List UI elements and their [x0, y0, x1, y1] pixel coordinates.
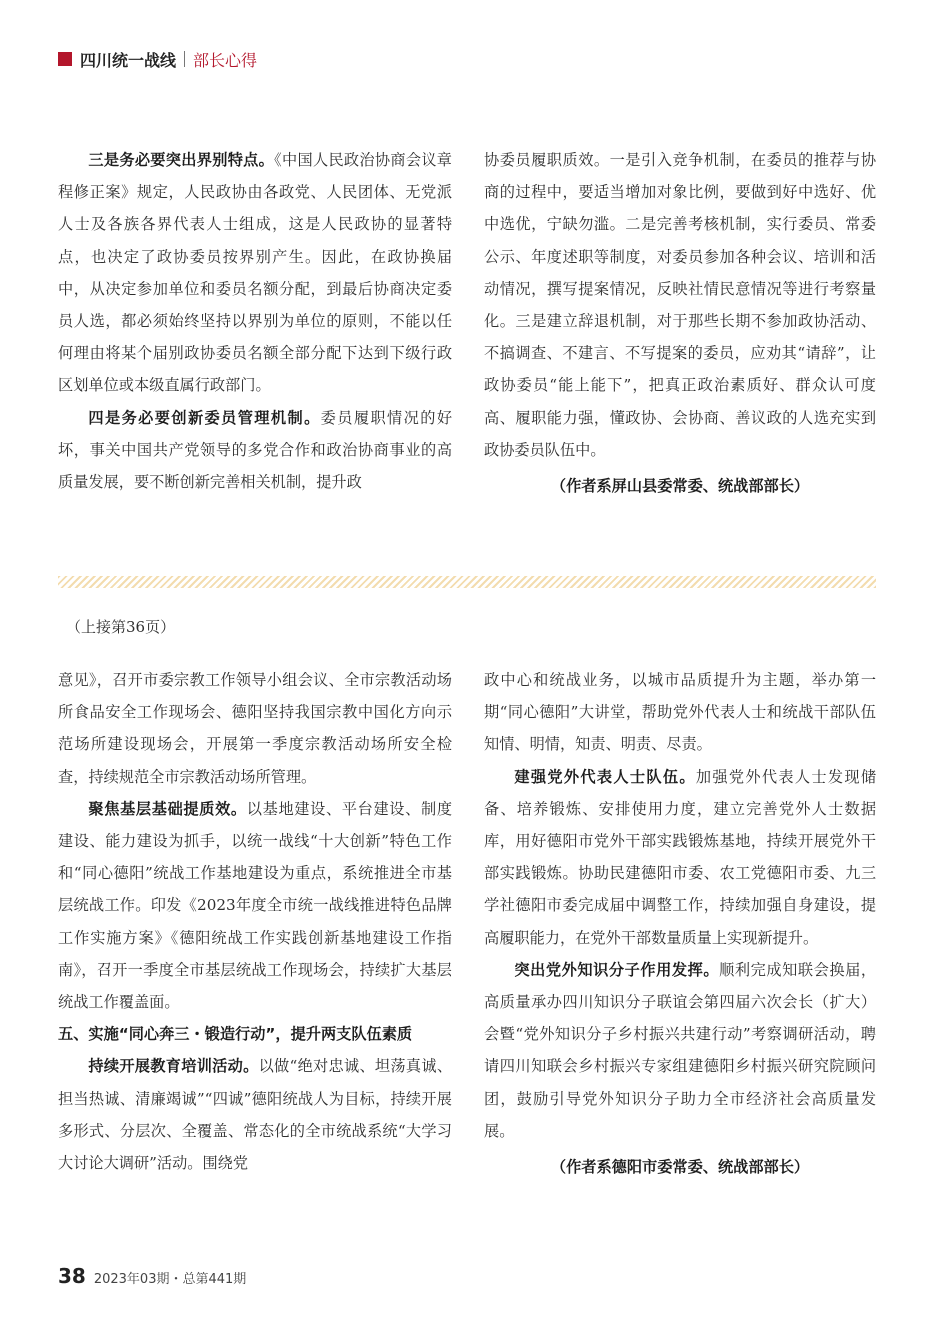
paragraph-lead: 建强党外代表人士队伍。	[514, 767, 696, 786]
paragraph-lead: 聚焦基层基础提质效。	[88, 799, 247, 818]
top-article-right-column	[484, 144, 876, 502]
paragraph-lead: 突出党外知识分子作用发挥。	[514, 960, 720, 979]
paragraph-lead: 三是务必要突出界别特点。	[88, 151, 275, 169]
paragraph	[58, 1050, 452, 1179]
paragraph	[484, 954, 876, 1147]
bottom-article-right-column	[484, 664, 876, 1183]
top-article-left-column	[58, 144, 452, 498]
bottom-article-left-column	[58, 664, 452, 1179]
author-note: （作者系德阳市委常委、统战部部长）	[550, 1158, 810, 1177]
red-square-icon	[58, 52, 72, 66]
paragraph-body: 加强党外代表人士发现储备、培养锻炼、安排使用力度，建立完善党外人士数据库，用好德阳市党外干部实践锻炼基地，持续开展党外干部实践锻炼。协助民建德阳市委、农工党德阳市委、九三学社德阳市委完成届中调整工作，持续加强自身建设，提高履职能力，在党外干部数量质量上实现新提升。	[484, 767, 877, 947]
page-footer	[58, 1264, 246, 1288]
paragraph-body: 《中国人民政治协商会议章程修正案》规定，人民政协由各政党、人民团体、无党派人士及各族各界代表人士组成，这是人民政协的显著特点，也决定了政协委员按界别产生。因此，在政协换届中，从决定参加单位和委员名额分配，到最后协商决定委员人选，都必须始终坚持以界别为单位的原则，不能以任何理由将某个届别政协委员名额全部分配下达到下级行政区划单位或本级直属行政部门。	[58, 151, 452, 395]
page-number: 38	[58, 1264, 86, 1288]
paragraph	[484, 664, 876, 761]
paragraph-body: 以做“绝对忠诚、坦荡真诚、担当热诚、清廉竭诚”“四诚”德阳统战人为目标，持续开展多形式、分层次、全覆盖、常态化的全市统战系统“大学习大讨论大调研”活动。围绕党	[58, 1057, 453, 1173]
paragraph	[58, 664, 452, 793]
page-header	[58, 46, 257, 72]
paragraph	[484, 144, 876, 466]
paragraph-body: 意见》，召开市委宗教工作领导小组会议、全市宗教活动场所食品安全工作现场会、德阳坚持我国宗教中国化方向示范场所建设现场会，开展第一季度宗教活动场所安全检查，持续规范全市宗教活动场所管理。	[58, 671, 452, 786]
paragraph-body: 委员履职情况的好坏，事关中国共产党领导的多党合作和政治协商事业的高质量发展，要不断创新完善相关机制，提升政	[58, 408, 453, 492]
continued-from-note: （上接第36页）	[66, 618, 176, 636]
paragraph-lead: 四是务必要创新委员管理机制。	[88, 408, 321, 427]
section-divider	[58, 576, 876, 588]
column-title: 部长心得	[193, 50, 258, 70]
section-heading: 五、实施“同心奔三・锻造行动”，提升两支队伍素质	[58, 1025, 413, 1044]
magazine-title: 四川统一战线	[80, 50, 177, 70]
paragraph-lead: 持续开展教育培训活动。	[88, 1057, 259, 1076]
header-divider	[184, 51, 185, 67]
paragraph	[58, 402, 452, 499]
paragraph	[58, 144, 452, 402]
paragraph	[58, 793, 452, 1018]
paragraph	[484, 761, 876, 954]
paragraph-body: 政中心和统战业务，以城市品质提升为主题，举办第一期“同心德阳”大讲堂，帮助党外代表人士和统战干部队伍知情、明情，知责、明责、尽责。	[484, 671, 876, 754]
paragraph-body: 以基地建设、平台建设、制度建设、能力建设为抓手，以统一战线“十大创新”特色工作和“同心德阳”统战工作基地建设为重点，系统推进全市基层统战工作。印发《2023年度全市统一战线推进特色品牌工作实施方案》《德阳统战工作实践创新基地建设工作指南》，召开一季度全市基层统战工作现场会，持续扩大基层统战工作覆盖面。	[58, 799, 453, 1012]
paragraph-body: 顺利完成知联会换届，高质量承办四川知识分子联谊会第四届六次会长（扩大）会暨“党外知识分子乡村振兴共建行动”考察调研活动，聘请四川知联会乡村振兴专家组建德阳乡村振兴研究院顾问团，鼓励引导党外知识分子助力全市经济社会高质量发展。	[484, 960, 877, 1140]
author-note: （作者系屏山县委常委、统战部部长）	[550, 477, 810, 496]
issue-info: 2023年03期・总第441期	[93, 1272, 247, 1287]
paragraph-body: 协委员履职质效。一是引入竞争机制，在委员的推荐与协商的过程中，要适当增加对象比例，要做到好中选好、优中选优，宁缺勿滥。二是完善考核机制，实行委员、常委公示、年度述职等制度，对委员参加各种会议、培训和活动情况，撰写提案情况，反映社情民意情况等进行考察量化。三是建立辞退机制，对于那些长期不参加政协活动、不搞调查、不建言、不写提案的委员，应劝其“请辞”，让政协委员“能上能下”，把真正政治素质好、群众认可度高、履职能力强，懂政协、会协商、善议政的人选充实到政协委员队伍中。	[484, 151, 876, 459]
